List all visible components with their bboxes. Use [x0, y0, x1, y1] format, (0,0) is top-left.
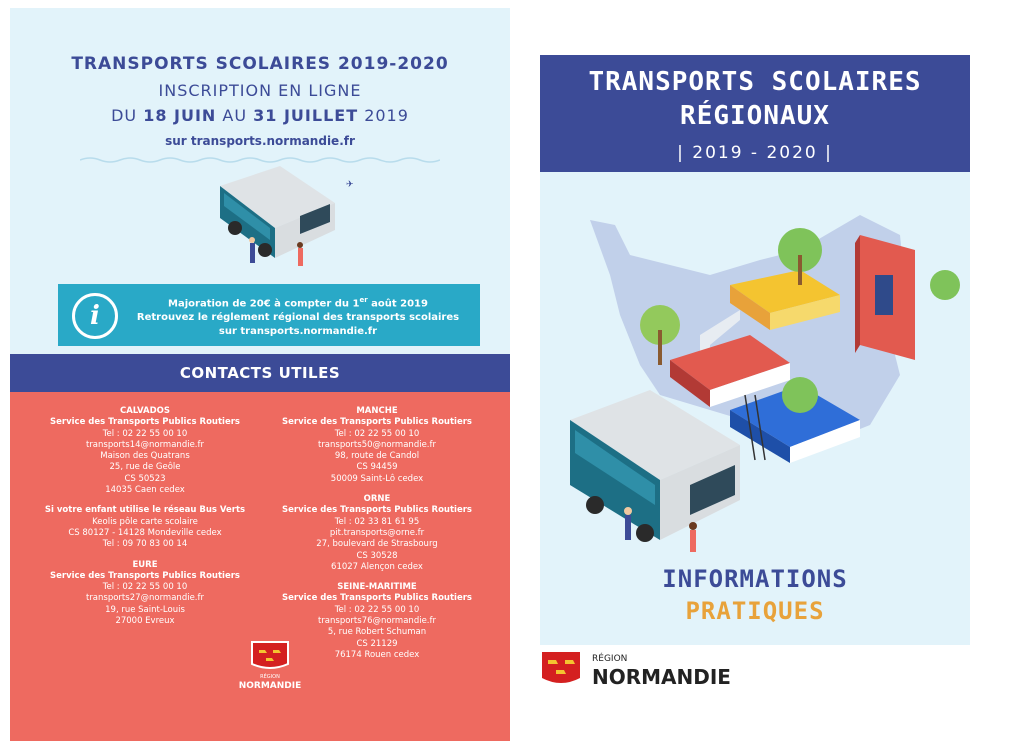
surcharge-info-text [126, 293, 470, 339]
logo-large-region: RÉGION [592, 654, 628, 664]
date-start: 18 JUIN [143, 106, 217, 125]
calvados-addr1: Maison des Quatrans [100, 451, 190, 462]
cover-title-line2: RÉGIONAUX [680, 101, 830, 131]
dates-year: 2019 [358, 106, 409, 125]
bird-icon: ✈ [346, 180, 354, 190]
cover-years: | 2019 - 2020 | [677, 143, 833, 163]
orne-addr2: CS 30528 [356, 550, 398, 561]
calvados-email[interactable]: transports14@normandie.fr [85, 439, 204, 450]
busverts-line1: Keolis pôle carte scolaire [92, 516, 198, 527]
manche-addr3: 50009 Saint-Lô cedex [330, 473, 424, 484]
left-title: TRANSPORTS SCOLAIRES 2019-2020 [71, 54, 449, 74]
cover-pratiques: PRATIQUES [685, 597, 825, 625]
eure-addr2: 27000 Evreux [115, 616, 175, 627]
cover-informations: INFORMATIONS [662, 565, 848, 593]
info-line3[interactable]: sur transports.normandie.fr [218, 326, 378, 338]
orne-service: Service des Transports Publics Routiers [282, 505, 472, 516]
normandie-flag-icon [540, 650, 582, 688]
calvados-service: Service des Transports Publics Routiers [50, 417, 240, 428]
manche-service: Service des Transports Publics Routiers [282, 417, 472, 428]
info-line1-a: Majoration de 20€ à compter du 1 [168, 298, 360, 310]
info-line1-sup: er [359, 296, 368, 304]
contacts-section [10, 392, 510, 741]
date-end: 31 JUILLET [253, 106, 359, 125]
orne-name: ORNE [363, 494, 391, 505]
left-panel [10, 8, 510, 741]
eure-service: Service des Transports Publics Routiers [50, 570, 240, 581]
orne-addr1: 27, boulevard de Strasbourg [316, 539, 438, 550]
seine-service: Service des Transports Publics Routiers [282, 593, 472, 604]
calvados-addr4: 14035 Caen cedex [105, 485, 185, 496]
orne-tel[interactable]: Tel : 02 33 81 61 95 [334, 516, 420, 527]
manche-email[interactable]: transports50@normandie.fr [317, 439, 436, 450]
eure-tel[interactable]: Tel : 02 22 55 00 10 [102, 582, 188, 593]
eure-email[interactable]: transports27@normandie.fr [85, 593, 204, 604]
calvados-addr2: 25, rue de Geôle [109, 462, 181, 473]
seine-addr1: 5, rue Robert Schuman [327, 627, 427, 638]
cover-header [540, 55, 970, 172]
busverts-tel[interactable]: Tel : 09 70 83 00 14 [102, 539, 188, 550]
seine-tel[interactable]: Tel : 02 22 55 00 10 [334, 604, 420, 615]
calvados-addr3: CS 50523 [124, 473, 166, 484]
calvados-name: CALVADOS [119, 406, 171, 416]
info-line1 [126, 293, 470, 311]
cover-illustration [560, 195, 960, 555]
logo-small-normandie: NORMANDIE [238, 681, 302, 691]
manche-addr1: 98, route de Candol [334, 451, 420, 462]
dates-mid: AU [216, 106, 254, 125]
contacts-heading: CONTACTS UTILES [10, 354, 510, 392]
website-link[interactable]: sur transports.normandie.fr [165, 134, 355, 148]
surcharge-info-box [58, 284, 480, 346]
orne-email[interactable]: pit.transports@orne.fr [329, 527, 425, 538]
busverts-line2: CS 80127 - 14128 Mondeville cedex [68, 527, 222, 538]
busverts-heading: Si votre enfant utilise le réseau Bus Verts [44, 505, 246, 516]
logo-small-region: RÉGION [260, 674, 280, 680]
seine-email[interactable]: transports76@normandie.fr [317, 616, 436, 627]
logo-large-normandie: NORMANDIE [592, 665, 731, 689]
seine-name: SEINE-MARITIME [337, 582, 417, 593]
orne-addr3: 61027 Alençon cedex [331, 561, 423, 572]
eure-addr1: 19, rue Saint-Louis [105, 604, 185, 615]
normandie-flag-icon [250, 640, 290, 672]
manche-addr2: CS 94459 [356, 462, 398, 473]
manche-name: MANCHE [356, 406, 398, 416]
cover-title-line1: TRANSPORTS SCOLAIRES [588, 67, 922, 97]
region-logo-large [540, 648, 740, 698]
region-logo-small [240, 640, 300, 700]
info-line2: Retrouvez le réglement régional des transports scolaires [136, 312, 460, 324]
dates-prefix: DU [111, 106, 144, 125]
info-line1-b: août 2019 [367, 298, 428, 310]
seine-addr3: 76174 Rouen cedex [334, 649, 420, 660]
manche-tel[interactable]: Tel : 02 22 55 00 10 [334, 428, 420, 439]
contacts-right-column [272, 406, 482, 661]
eure-name: EURE [132, 559, 158, 570]
right-panel [540, 55, 970, 645]
seine-addr2: CS 21129 [356, 638, 398, 649]
registration-dates [10, 106, 510, 125]
calvados-tel[interactable]: Tel : 02 22 55 00 10 [102, 428, 188, 439]
contacts-left-column [40, 406, 250, 627]
bus-illustration [210, 158, 370, 268]
info-icon: i [72, 293, 118, 339]
left-subtitle: INSCRIPTION EN LIGNE [158, 81, 362, 100]
